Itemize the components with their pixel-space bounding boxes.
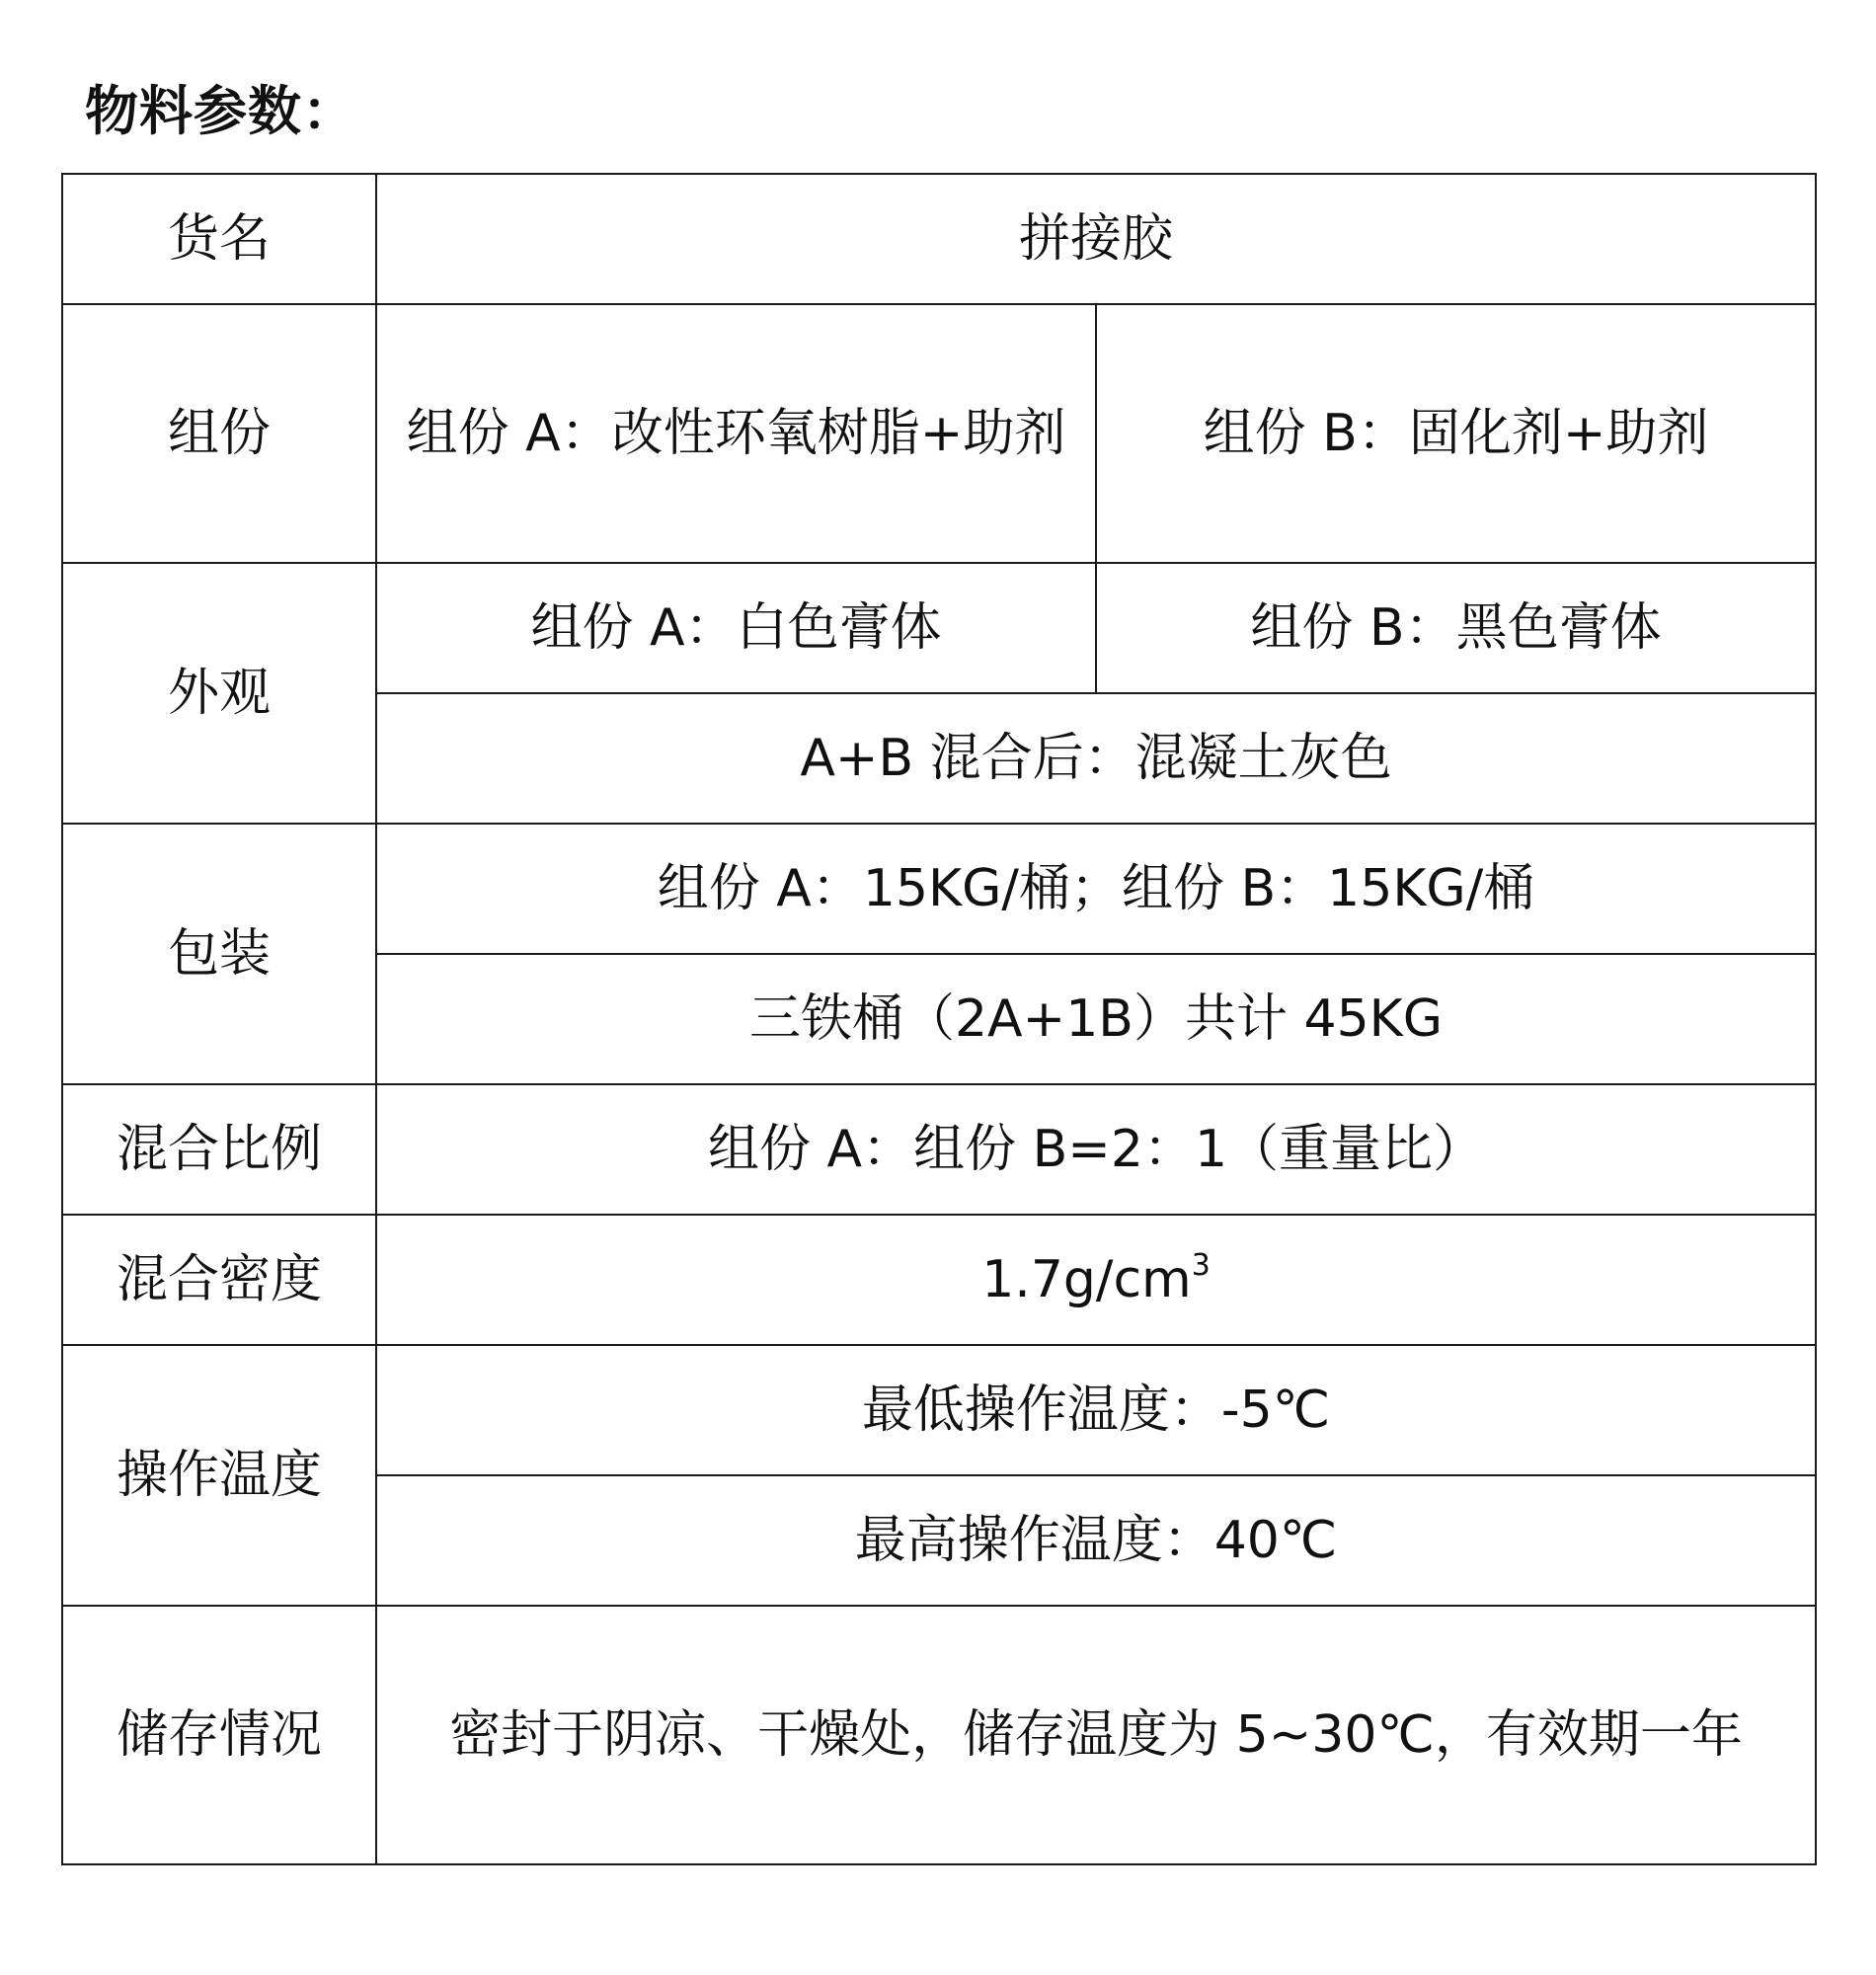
table-row-mix-ratio [62,1084,1816,1215]
product-name-value: 拼接胶 [376,174,1816,304]
mix-density-label: 混合密度 [62,1215,376,1345]
storage-label: 储存情况 [62,1606,376,1864]
table-row-appearance [62,563,1816,693]
table-row-packaging [62,824,1816,954]
packaging-label: 包装 [62,824,376,1084]
component-b-value: 组份 B：固化剂+助剂 [1096,304,1816,563]
product-name-label: 货名 [62,174,376,304]
mix-density-cell [376,1215,1816,1345]
appearance-a-value: 组份 A：白色膏体 [376,563,1096,693]
operating-temperature-min-value: 最低操作温度：-5℃ [376,1345,1816,1475]
mix-density-superscript: 3 [1191,1248,1211,1283]
page-title: 物料参数： [85,80,356,142]
appearance-b-value: 组份 B：黑色膏体 [1096,563,1816,693]
packaging-line2-value: 三铁桶（2A+1B）共计 45KG [376,954,1816,1084]
material-parameters-table [61,173,1817,1865]
mix-ratio-label: 混合比例 [62,1084,376,1215]
component-a-value: 组份 A：改性环氧树脂+助剂 [376,304,1096,563]
operating-temperature-label: 操作温度 [62,1345,376,1606]
appearance-label: 外观 [62,563,376,824]
table-row-operating-temperature [62,1345,1816,1475]
mix-density-value: 1.7g/cm [981,1250,1192,1309]
components-label: 组份 [62,304,376,563]
table-row-components [62,304,1816,563]
operating-temperature-max-value: 最高操作温度：40℃ [376,1475,1816,1606]
storage-value: 密封于阴凉、干燥处，储存温度为 5~30℃，有效期一年 [376,1606,1816,1864]
table-row-mix-density [62,1215,1816,1345]
table-row-product-name [62,174,1816,304]
appearance-mixed-value: A+B 混合后：混凝土灰色 [376,693,1816,824]
table-row-storage [62,1606,1816,1864]
packaging-line1-value: 组份 A：15KG/桶；组份 B：15KG/桶 [376,824,1816,954]
mix-ratio-value: 组份 A：组份 B=2：1（重量比） [376,1084,1816,1215]
